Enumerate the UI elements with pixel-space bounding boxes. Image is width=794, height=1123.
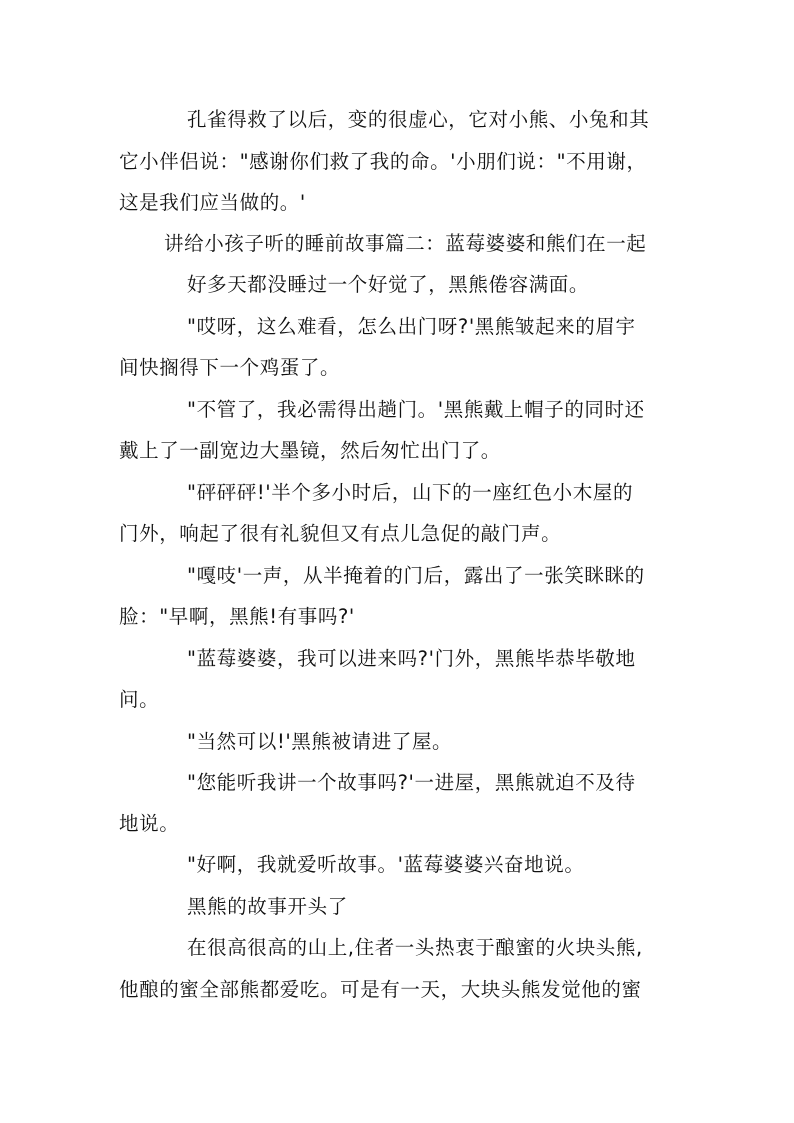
text-line: 它小伴侣说："感谢你们救了我的命。'小朋们说："不用谢， xyxy=(119,150,647,173)
text-line: 在很高很高的山上,住者一头热衷于酿蜜的火块头熊, xyxy=(187,936,643,959)
text-line: 脸："早啊，黑熊!有事吗?' xyxy=(119,605,355,628)
section-heading: 讲给小孩子听的睡前故事篇二：蓝莓婆婆和熊们在一起 xyxy=(164,232,647,255)
text-line: 地说。 xyxy=(119,812,180,835)
text-line: "好啊，我就爱听故事。'蓝莓婆婆兴奋地说。 xyxy=(187,853,585,876)
text-line: 好多天都没睡过一个好觉了，黑熊倦容满面。 xyxy=(187,273,590,296)
text-line: "哎呀，这么难看，怎么出门呀?'黑熊皱起来的眉宇 xyxy=(187,315,636,338)
text-line: 他酿的蜜全部熊都爱吃。可是有一天，大块头熊发觉他的蜜 xyxy=(119,978,642,1001)
text-line: 孔雀得救了以后，变的很虚心，它对小熊、小兔和其 xyxy=(187,108,650,131)
text-line: "砰砰砰!'半个多小时后，山下的一座红色小木屋的 xyxy=(187,481,634,504)
text-line: 戴上了一副宽边大墨镜，然后匆忙出门了。 xyxy=(119,439,501,462)
text-line: 黑熊的故事开头了 xyxy=(187,895,348,918)
text-line: "不管了，我必需得出趟门。'黑熊戴上帽子的同时还 xyxy=(187,398,645,421)
text-line: 门外，响起了很有礼貌但又有点儿急促的敲门声。 xyxy=(119,522,562,545)
text-line: "您能听我讲一个故事吗?'一进屋，黑熊就迫不及待 xyxy=(187,771,636,794)
text-line: 间快搁得下一个鸡蛋了。 xyxy=(119,356,341,379)
text-line: "嘎吱'一声，从半掩着的门后，露出了一张笑眯眯的 xyxy=(187,564,645,587)
text-line: 问。 xyxy=(119,688,160,711)
text-line: "当然可以!'黑熊被请进了屋。 xyxy=(187,730,453,753)
text-line: 这是我们应当做的。' xyxy=(119,191,306,214)
text-line: "蓝莓婆婆，我可以进来吗?'门外，黑熊毕恭毕敬地 xyxy=(187,647,636,670)
